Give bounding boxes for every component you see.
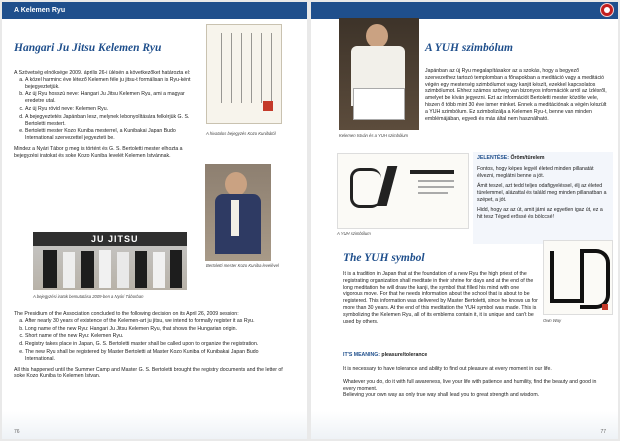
right-page [311, 2, 618, 439]
en-item: e. The new Ryu shall be registered by Master Bertoletti at Master Kozo Kuniba of Kunibakai Japan Budo International. [25, 349, 286, 363]
en-quote-1: It is necessary to have tolerance and ability to find out pleasure at every moment in our life. [343, 366, 552, 372]
photo-caption: Kelemen István és a YUH szimbólum [339, 133, 409, 138]
en-outro: All this happened until the Summer Camp and Master G. S. Bertoletti brought the registry documents and the letter of soke Kozo Kuniba to Kelemen Istvan. [14, 366, 283, 380]
hu-body: Japánban az új Ryu megalapításakor az a szokás, hogy a begyező szervezethez tartozó templomban a főnapokban a meditáció vagy a meditáció végén egy mesterség szimbólumot vagy kanjit készít, ezekkel kapcsolatos szimbólumot. Ehhez számos szöveg van bizonyos információk arról az ízlésről, amelyet be kíván jegyezni. Ezt az információt Bertoletti mester közölte vele, hiszen ő több mint 30 éve ismer minket. Ennek a meditációnak a végén készült a YUH szimbólum. Ez szimbolizálja a Kelemen Ryu-t, benne van minden emblémájában, egyedi és más által nem használható. [425, 68, 607, 122]
group-caption: A bejegyzési iratok bemutatása 2009-ben a Nyári Táborban [33, 294, 144, 299]
calligraphy-image [337, 153, 469, 229]
en-decision-text [14, 311, 286, 380]
kelemen-symbol-photo [339, 18, 419, 130]
right-header-bar [311, 2, 618, 19]
hu-decision-list [14, 77, 196, 142]
hu-decision-text [14, 70, 196, 160]
en-item: a. After nearly 30 years of existence of the Kelemen-art ju jitsu, we intend to formally register it as Ryu. [25, 318, 286, 325]
hu-quote-2: Ámit teszel, azt tedd teljes odafigyeléssel, élj az életed türelemmel, alázattal és találd meg minden pillanatban a szépet, a jót. [477, 183, 607, 203]
hu-item: c. Az új Ryu rövid neve: Kelemen Ryu. [25, 106, 196, 113]
kanji-image [543, 240, 613, 315]
master-photo [205, 164, 271, 261]
title-hu: A YUH szimbólum [425, 42, 513, 54]
en-decision-list [14, 318, 286, 363]
left-title: Hangari Ju Jitsu Kelemen Ryu [14, 42, 162, 54]
group-photo [33, 232, 187, 290]
en-quote-2: Whatever you do, do it with full awareness, live your life with patience and humility, find the beauty and good in every moment. [343, 379, 597, 392]
hu-quote-3: Hidd, hogy az az út, amit járni az egyetlen igaz út, ez a hit tesz Téged erőssé és bölccsé! [477, 207, 603, 220]
hu-item: b. Az új Ryu hosszú neve: Hangari Ju Jitsu Kelemen Ryu, ami a magyar eredetre utal. [25, 91, 196, 105]
kanji-caption: Own Way [543, 318, 562, 323]
hu-intro: A Szövetség elnöksége 2009. április 26-i ülésén a következőket határozta el: [14, 70, 191, 76]
en-item: d. Registry takes place in Japan, G. S. Bertoletti master shall be called upon to organize the registration. [25, 341, 286, 348]
meaning-hu-label: JELENTÉSE: [477, 155, 509, 161]
hu-item: d. A bejegyeztetés Japánban lesz, melynek lebonyolítására felkérjük G. S. Bertoletti mestert. [25, 114, 196, 128]
meaning-en-label: IT'S MEANING: [343, 352, 380, 358]
hu-outro: Mindez a Nyári Tábor g meg is történt és G. S. Bertoletti mester elhozta a bejegyzési iratokat és soke Kozo Kuniba levelét Kelemen Istvánnak. [14, 145, 183, 159]
registration-document-image [206, 24, 282, 124]
calligraphy-caption: A YUH szimbólum [337, 231, 371, 236]
en-intro: The Presidium of the Association concluded to the following decision on its April 26, 2009 session: [14, 311, 239, 317]
hu-item: a. A közel harminc éve létező Kelemen féle ju jitsu-t formálisan is Ryu-ként bejegyeztetjük. [25, 77, 196, 91]
left-page [2, 2, 307, 439]
hu-item: e. Bertoletti mester Kozo Kuniba mesterrel, a Kunibakai Japan Budo International szervezettel jegyezteti be. [25, 128, 196, 142]
bamboo-background [2, 411, 307, 439]
en-meaning [343, 352, 609, 359]
title-en: The YUH symbol [343, 252, 425, 264]
right-page-number: 77 [600, 429, 606, 435]
en-item: b. Long name of the new Ryu: Hangari Ju Jitsu Kelemen Ryu, that shows the Hungarian origin. [25, 326, 286, 333]
en-quote-3: Believing your own way as only true way shall lead you to great strength and wisdom. [343, 392, 540, 398]
hu-quote-1: Fontos, hogy képes legyél életed minden pillanatát élvezni, meglátni benne a jót. [477, 166, 594, 179]
left-header: A Kelemen Ryu [2, 2, 307, 19]
banner-text: JU JITSU [91, 234, 139, 244]
meaning-en-value: pleasure/tolerance [381, 352, 428, 358]
meaning-hu-value: Őröm/türelem [510, 155, 545, 161]
hu-meaning-panel [473, 152, 613, 244]
bamboo-background [311, 411, 618, 439]
left-page-number: 76 [14, 429, 20, 435]
en-item: c. Short name of the new Ryu: Kelemen Ryu. [25, 333, 286, 340]
hu-meaning [477, 155, 609, 162]
en-body: It is a tradition in Japan that at the foundation of a new Ryu the high priest of the registrating organization shall meditate in their shrine for days and at the end of the long meditation he will draw the kanji, the symbol that filled his mind with one vigorous move. For that he needs information about the school that is about to be registered. This information was delivered by Master Bertoletti, since he knows us for more than 30 years. At the end of this meditation the YUH symbol was made. This is symbolizing the Kelemen Ryu, all of its emblems contain it, it is unique and can't be used by others. [343, 271, 538, 325]
master-caption: Bertoletti mester Kozo Kuniba levelével [206, 263, 279, 268]
document-caption: A hivatalos bejegyzés Kozo Kunibától [206, 131, 276, 136]
seal-icon [600, 3, 614, 17]
